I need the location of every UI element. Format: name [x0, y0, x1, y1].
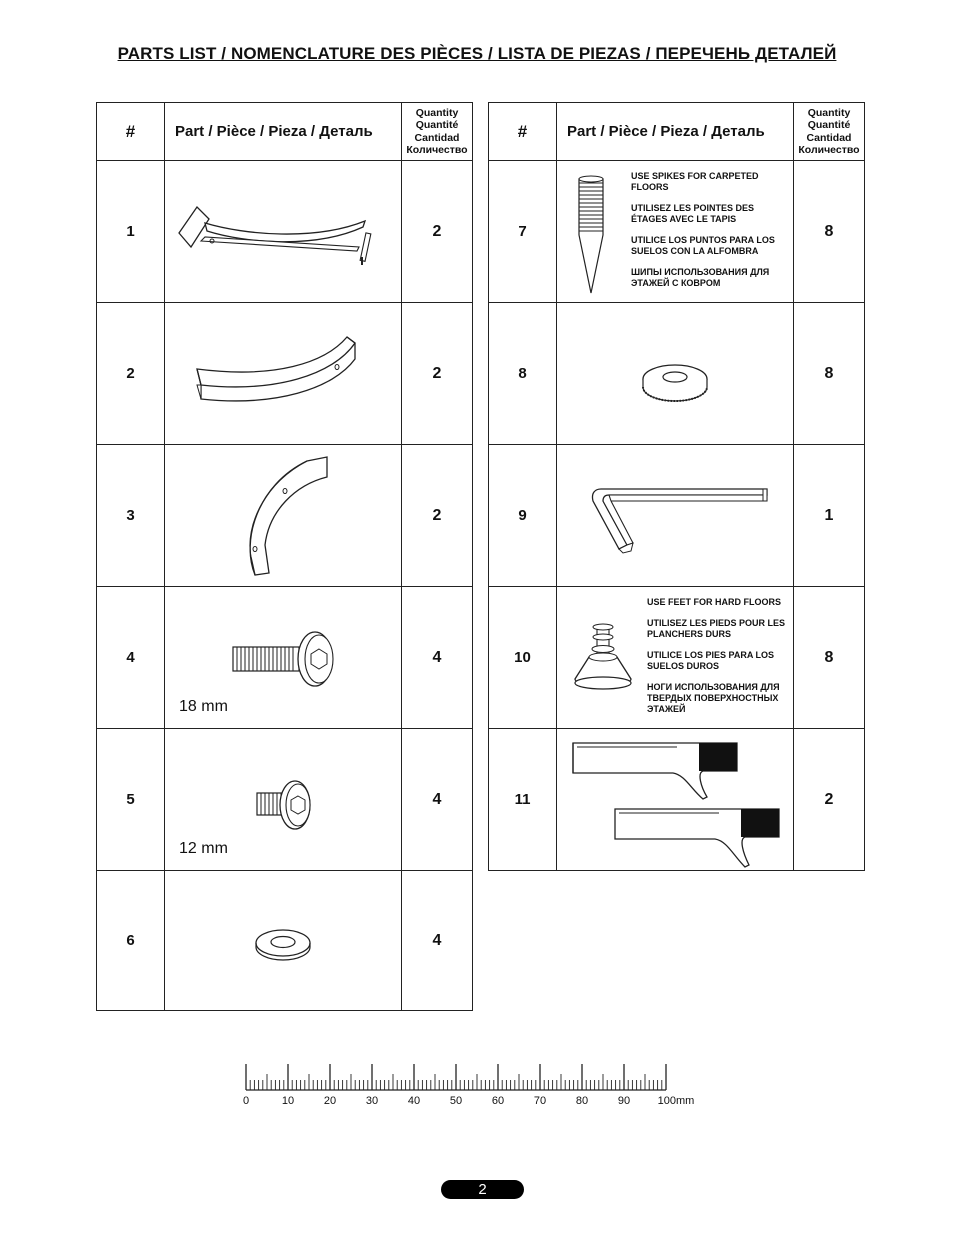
table-row [97, 161, 473, 303]
table-row [97, 303, 473, 445]
header-number: # [97, 103, 165, 161]
part-number: 9 [489, 445, 557, 587]
usage-note: USE FEET FOR HARD FLOORS UTILISEZ LES PIEDS POUR LES PLANCHERS DURS UTILICE LOS PIES PARA LOS SUELOS DUROS НОГИ ИСПОЛЬЗОВАНИЯ ДЛЯ ТВЕРДЫХ ПОВЕРХНОСТНЫХ ЭТАЖЕЙ [647, 597, 786, 714]
header-part: Part / Pièce / Pieza / Деталь [557, 103, 794, 161]
header-number: # [489, 103, 557, 161]
ruler-label: 90 [617, 1095, 631, 1107]
table-row [489, 161, 865, 303]
ruler-label: 50 [449, 1095, 463, 1107]
parts-table-left [96, 102, 473, 1011]
ruler-label: 0 [242, 1095, 250, 1107]
part-number: 10 [489, 587, 557, 729]
ruler-label: 30 [365, 1095, 379, 1107]
table-row [489, 303, 865, 445]
part-quantity: 8 [794, 587, 865, 729]
allen-key-icon [557, 445, 794, 587]
washer-icon [165, 871, 402, 1011]
part-number: 4 [97, 587, 165, 729]
table-header-row [97, 103, 473, 161]
curved-bracket-icon [165, 445, 402, 587]
knurled-washer-icon [557, 303, 794, 445]
ruler-label: 70 [533, 1095, 547, 1107]
part-quantity: 1 [794, 445, 865, 587]
part-number: 8 [489, 303, 557, 445]
table-row [97, 729, 473, 871]
armrest-icon [557, 729, 794, 871]
usage-note: USE SPIKES FOR CARPETED FLOORS UTILISEZ LES POINTES DES ÉTAGES AVEC LE TAPIS UTILICE LOS PUNTOS PARA LOS SUELOS CON LA ALFOMBRA ШИПЫ ИСПОЛЬЗОВАНИЯ ДЛЯ ЭТАЖЕЙ С КОВРОМ [631, 171, 775, 288]
part-number: 3 [97, 445, 165, 587]
ruler-label: 100mm [657, 1095, 695, 1107]
table-row [97, 871, 473, 1011]
part-quantity: 4 [402, 871, 473, 1011]
part-quantity: 4 [402, 587, 473, 729]
size-label: 12 mm [179, 840, 228, 857]
ruler-label: 40 [407, 1095, 421, 1107]
part-quantity: 2 [794, 729, 865, 871]
curved-bar-icon [165, 303, 402, 445]
table-row [97, 445, 473, 587]
part-quantity: 2 [402, 161, 473, 303]
header-quantity: Quantity Quantité Cantidad Количество [794, 103, 865, 161]
part-quantity: 8 [794, 303, 865, 445]
ruler-label: 60 [491, 1095, 505, 1107]
part-number: 2 [97, 303, 165, 445]
part-number: 6 [97, 871, 165, 1011]
ruler-label: 10 [281, 1095, 295, 1107]
part-quantity: 4 [402, 729, 473, 871]
parts-table-right [488, 102, 865, 871]
chair-leg-icon [165, 161, 402, 303]
table-row [489, 445, 865, 587]
table-row [489, 587, 865, 729]
header-quantity: Quantity Quantité Cantidad Количество [402, 103, 473, 161]
part-number: 11 [489, 729, 557, 871]
page-title: PARTS LIST / NOMENCLATURE DES PIÈCES / LISTA DE PIEZAS / ПЕРЕЧЕНЬ ДЕТАЛЕЙ [117, 44, 837, 63]
table-header-row [489, 103, 865, 161]
header-part: Part / Pièce / Pieza / Деталь [165, 103, 402, 161]
part-quantity: 2 [402, 445, 473, 587]
table-row [489, 729, 865, 871]
part-number: 1 [97, 161, 165, 303]
part-quantity: 8 [794, 161, 865, 303]
part-number: 7 [489, 161, 557, 303]
ruler-label: 80 [575, 1095, 589, 1107]
page-number: 2 [441, 1180, 524, 1199]
ruler-label: 20 [323, 1095, 337, 1107]
part-number: 5 [97, 729, 165, 871]
size-label: 18 mm [179, 698, 228, 715]
part-quantity: 2 [402, 303, 473, 445]
ruler-icon [236, 1058, 676, 1094]
table-row [97, 587, 473, 729]
